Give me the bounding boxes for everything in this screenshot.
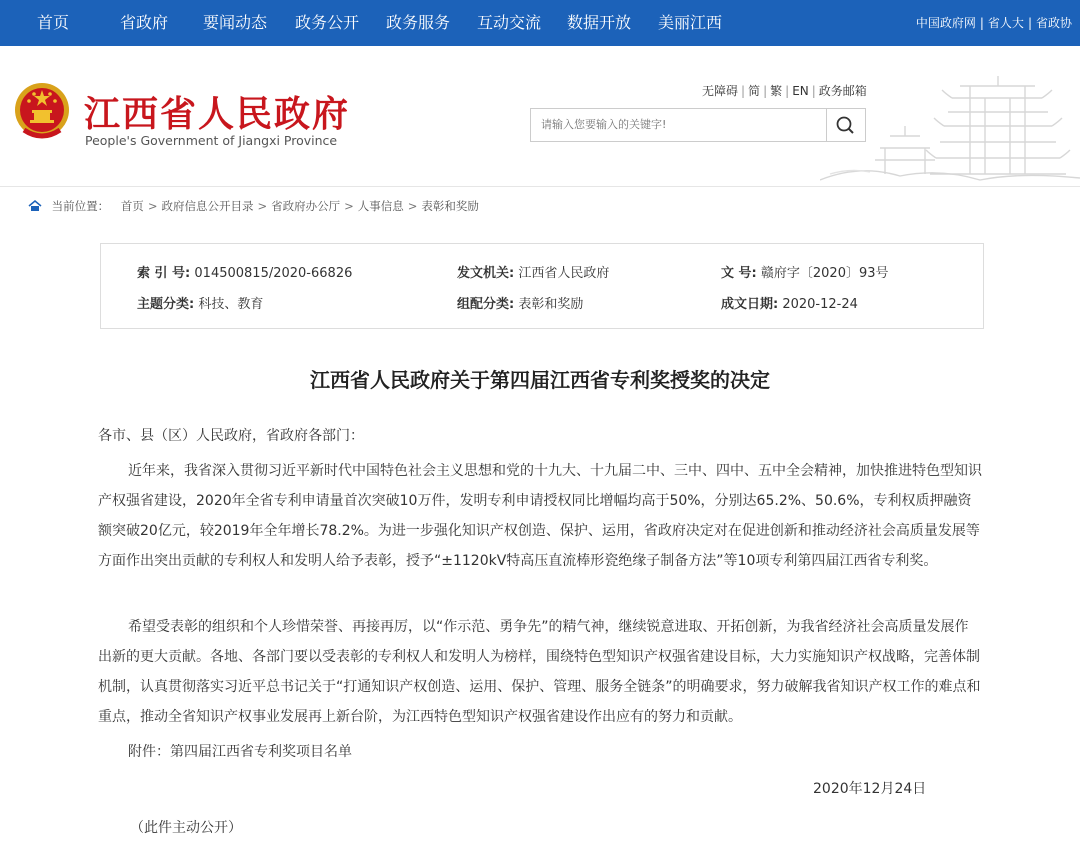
breadcrumb: [0, 186, 1080, 225]
gov-mailbox-link[interactable]: 政务邮箱: [818, 84, 867, 98]
meta-issuer-label: 发文机关:: [457, 266, 515, 281]
meta-index-label: 索 引 号:: [137, 266, 191, 281]
site-subtitle: People's Government of Jiangxi Province: [85, 133, 338, 148]
separator: |: [741, 84, 746, 98]
separator: |: [811, 84, 816, 98]
search-input[interactable]: [531, 109, 821, 139]
document-date: 2020年12月24日: [813, 781, 927, 797]
meta-group-label: 组配分类:: [457, 297, 515, 312]
home-icon: [28, 200, 42, 212]
link-cppcc[interactable]: 省政协: [1035, 16, 1072, 30]
document-attachment-link[interactable]: 附件：第四届江西省专利奖项目名单: [128, 744, 352, 760]
document-paragraph-2: 希望受表彰的组织和个人珍惜荣誉、再接再厉，以“作示范、勇争先”的精气神，继续锐意进取、开拓创新，为我省经济社会高质量发展作出新的更大贡献。各地、各部门要以受表彰的专利权人和发明人为榜样，围绕特色型知识产权强省建设目标，大力实施知识产权战略，完善体制机制，认真贯彻落实习近平总书记关于“打通知识产权创造、运用、保护、管理、服务全链条”的明确要求，努力破解我省知识产权工作的难点和重点，推动全省知识产权事业发展再上新台阶，为江西特色型知识产权强省建设作出应有的努力和贡献。: [98, 619, 981, 725]
meta-topic-label: 主题分类:: [137, 297, 195, 312]
link-npc[interactable]: 省人大: [987, 16, 1024, 30]
meta-docno-value: 赣府字〔2020〕93号: [760, 266, 889, 281]
meta-group: [457, 293, 583, 312]
separator: |: [1027, 16, 1032, 30]
nav-services[interactable]: 政务服务: [386, 13, 451, 32]
breadcrumb-general-office[interactable]: 省政府办公厅: [271, 199, 341, 213]
meta-issuer: [457, 262, 609, 281]
chevron-right-icon: >: [147, 199, 158, 213]
nav-open-data[interactable]: 数据开放: [567, 13, 632, 32]
meta-index-value: 014500815/2020-66826: [194, 266, 353, 281]
separator: |: [785, 84, 790, 98]
document-note: （此件主动公开）: [130, 820, 242, 836]
document-metadata: [100, 243, 984, 329]
separator: |: [979, 16, 984, 30]
meta-topic-value: 科技、教育: [198, 297, 264, 312]
english-link[interactable]: EN: [792, 84, 809, 98]
meta-topic: [137, 293, 263, 312]
document-title: 江西省人民政府关于第四届江西省专利奖授奖的决定: [310, 368, 770, 392]
breadcrumb-awards[interactable]: 表彰和奖励: [421, 199, 479, 213]
accessibility-link[interactable]: 无障碍: [702, 84, 739, 98]
breadcrumb-label: 当前位置：: [51, 199, 110, 213]
nav-home[interactable]: 首页: [37, 13, 70, 32]
top-nav: [0, 0, 1080, 46]
separator: |: [763, 84, 768, 98]
search-box: [530, 108, 866, 142]
meta-docno: [721, 262, 889, 281]
pagoda-illustration-icon: [820, 68, 1080, 186]
nav-beautiful-jiangxi[interactable]: 美丽江西: [658, 13, 723, 32]
meta-date-label: 成文日期:: [721, 297, 779, 312]
document-greeting: 各市、县（区）人民政府，省政府各部门：: [98, 428, 364, 444]
nav-news[interactable]: 要闻动态: [203, 13, 268, 32]
breadcrumb-info-catalog[interactable]: 政府信息公开目录: [161, 199, 254, 213]
meta-issuer-value: 江西省人民政府: [518, 266, 610, 281]
breadcrumb-home[interactable]: 首页: [120, 199, 144, 213]
breadcrumb-personnel-info[interactable]: 人事信息: [357, 199, 404, 213]
national-emblem-icon: [12, 80, 72, 144]
chevron-right-icon: >: [407, 199, 418, 213]
chevron-right-icon: >: [257, 199, 268, 213]
nav-public-affairs[interactable]: 政务公开: [295, 13, 360, 32]
chevron-right-icon: >: [344, 199, 354, 213]
meta-docno-label: 文 号:: [721, 266, 757, 281]
traditional-link[interactable]: 繁: [770, 84, 783, 98]
meta-date-value: 2020-12-24: [782, 297, 858, 312]
meta-index: [137, 262, 352, 281]
meta-group-value: 表彰和奖励: [518, 297, 584, 312]
site-title[interactable]: 江西省人民政府: [84, 93, 351, 135]
breadcrumb-inner: [28, 198, 479, 214]
site-header: [0, 46, 1080, 186]
simplified-link[interactable]: 简: [748, 84, 761, 98]
nav-provincial-government[interactable]: 省政府: [120, 13, 169, 32]
link-gov-cn[interactable]: 中国政府网: [915, 16, 976, 30]
document-paragraph-1: 近年来，我省深入贯彻习近平新时代中国特色社会主义思想和党的十九大、十九届二中、三中、四中、五中全会精神，加快推进特色型知识产权强省建设，2020年全省专利申请量首次突破10万件，发明专利申请授权同比增幅均高于50%，分别达65.2%、50.6%，专利权质押融资额突破20亿元，较2019年全年增长78.2%。为进一步强化知识产权创造、保护、运用，省政府决定对在促进创新和推动经济社会高质量发展等方面作出突出贡献的专利权人和发明人给予表彰，授予“±1120kV特高压直流棒形瓷绝缘子制备方法”等10项专利第四届江西省专利奖。: [98, 463, 982, 569]
external-links: [916, 0, 1072, 46]
meta-date: [721, 293, 858, 312]
nav-interaction[interactable]: 互动交流: [477, 13, 542, 32]
